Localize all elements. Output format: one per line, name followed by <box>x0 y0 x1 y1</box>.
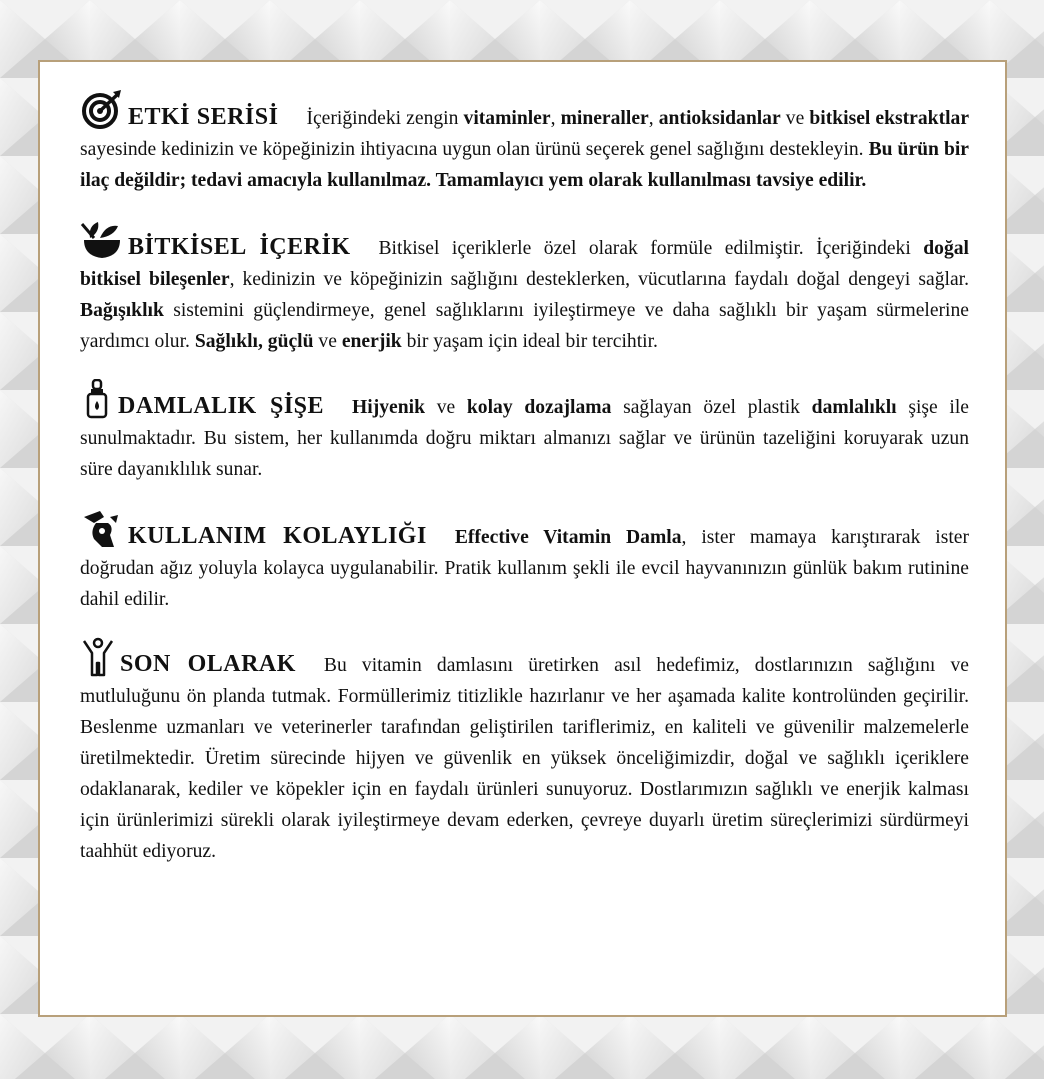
pet-care-icon <box>80 509 124 549</box>
section-title: KULLANIM KOLAYLIĞI <box>128 523 427 549</box>
section-title: DAMLALIK ŞİŞE <box>118 393 325 419</box>
content-card <box>38 60 1007 1017</box>
dropper-bottle-icon <box>80 379 114 419</box>
content-body <box>80 90 969 867</box>
section-bitkisel-icerik: BİTKİSEL İÇERİK Bitkisel içeriklerle özel olarak formüle edilmiştir. İçeriğindeki doğal bitkisel bileşenler, kedinizin ve köpeğinizin sağlığını desteklerken, vücutlarına faydalı doğal dengeyi sağlar. Bağışıklık sistemini güçlendirmeye, genel sağlıklarını iyileştirmeye ve daha sağlıklı bir yaşam sürmelerine yardımcı olur. Sağlıklı, güçlü ve enerjik bir yaşam için ideal bir tercihtir. <box>80 220 969 357</box>
section-kullanim-kolayligi: KULLANIM KOLAYLIĞI Effective Vitamin Damla, ister mamaya karıştırarak ister doğrudan ağız yoluyla kolayca uygulanabilir. Pratik kullanım şekli ile evcil hayvanınızın günlük bakım rutinine dahil edilir. <box>80 509 969 615</box>
section-title: BİTKİSEL İÇERİK <box>128 234 351 260</box>
section-etki-serisi: ETKİ SERİSİ İçeriğindeki zengin vitaminler, mineraller, antioksidanlar ve bitkisel ekstraktlar sayesinde kedinizin ve köpeğinizin ihtiyacına uygun olan ürünü seçerek genel sağlığını destekleyin. Bu ürün bir ilaç değildir; tedavi amacıyla kullanılmaz. Tamamlayıcı yem olarak kullanılması tavsiye edilir. <box>80 90 969 196</box>
section-damlalik-sise: DAMLALIK ŞİŞE Hijyenik ve kolay dozajlama sağlayan özel plastik damlalıklı şişe ile sunulmaktadır. Bu sistem, her kullanımda doğru miktarı almanızı sağlar ve ürünün tazeliğini koruyarak uzun süre dayanıklılık sunar. <box>80 379 969 485</box>
person-wellness-icon <box>80 637 116 677</box>
section-title: SON OLARAK <box>120 651 296 677</box>
section-son-olarak: SON OLARAK Bu vitamin damlasını üretirken asıl hedefimiz, dostlarınızın sağlığını ve mutluluğunu ön planda tutmak. Formüllerimiz titizlikle hazırlanır ve her aşamada kalite kontrolünden geçirilir. Beslenme uzmanları ve veterinerler tarafından geliştirilen tariflerimiz, en kaliteli ve güvenilir malzemelerle üretilmektedir. Üretim sürecinde hijyen ve güvenlik en yüksek önceliğimizdir, doğal ve sağlıklı içeriklere odaklanarak, kediler ve köpekler için en faydalı ürünleri sunuyoruz. Dostlarımızın sağlıklı ve enerjik kalması için ürünlerimizi sürekli olarak iyileştirmeye devam ederken, çevreye duyarlı üretim süreçlerimizi sürdürmeyi taahhüt ediyoruz. <box>80 637 969 867</box>
herbal-mortar-icon <box>80 220 124 260</box>
target-icon <box>80 90 124 130</box>
section-title: ETKİ SERİSİ <box>128 104 279 130</box>
